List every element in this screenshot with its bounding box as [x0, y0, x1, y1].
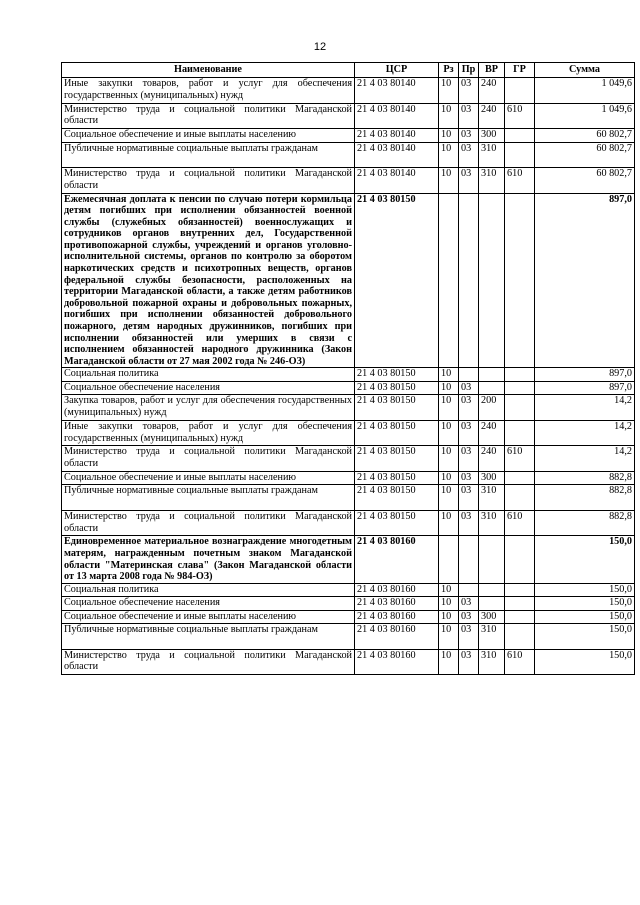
cell-gr	[505, 583, 535, 597]
table-row	[62, 610, 635, 624]
cell-gr	[505, 193, 535, 368]
cell-gr	[505, 78, 535, 104]
cell-sum: 150,0	[535, 624, 635, 650]
cell-sum: 150,0	[535, 583, 635, 597]
cell-gr	[505, 381, 535, 395]
table-row	[62, 485, 635, 511]
table-row	[62, 624, 635, 650]
cell-csr: 21 4 03 80140	[355, 168, 439, 194]
cell-gr: 610	[505, 168, 535, 194]
cell-name: Публичные нормативные социальные выплаты гражданам	[62, 142, 355, 168]
table-row	[62, 193, 635, 368]
cell-name: Иные закупки товаров, работ и услуг для обеспечения государственных (муниципальных) нужд	[62, 420, 355, 446]
cell-rz: 10	[439, 624, 459, 650]
cell-name: Министерство труда и социальной политики Магаданской области	[62, 103, 355, 129]
table-row	[62, 78, 635, 104]
cell-rz: 10	[439, 381, 459, 395]
cell-sum: 1 049,6	[535, 103, 635, 129]
cell-sum: 1 049,6	[535, 78, 635, 104]
cell-pr: 03	[459, 610, 479, 624]
cell-vr: 240	[479, 103, 505, 129]
cell-gr	[505, 129, 535, 143]
page-number: 12	[313, 41, 327, 53]
table-row	[62, 395, 635, 421]
cell-vr: 200	[479, 395, 505, 421]
table-row	[62, 129, 635, 143]
cell-vr: 310	[479, 485, 505, 511]
cell-csr: 21 4 03 80150	[355, 485, 439, 511]
cell-pr	[459, 193, 479, 368]
table-row	[62, 381, 635, 395]
table-row	[62, 168, 635, 194]
cell-vr: 310	[479, 624, 505, 650]
cell-name: Министерство труда и социальной политики Магаданской области	[62, 510, 355, 536]
cell-vr: 240	[479, 446, 505, 472]
cell-csr: 21 4 03 80150	[355, 471, 439, 485]
cell-rz: 10	[439, 597, 459, 611]
cell-gr	[505, 536, 535, 583]
cell-vr	[479, 381, 505, 395]
cell-name: Министерство труда и социальной политики Магаданской области	[62, 649, 355, 675]
cell-name: Министерство труда и социальной политики Магаданской области	[62, 446, 355, 472]
table-row	[62, 471, 635, 485]
table-row	[62, 368, 635, 382]
cell-gr	[505, 597, 535, 611]
header-row	[62, 63, 635, 78]
cell-vr: 310	[479, 142, 505, 168]
cell-rz: 10	[439, 649, 459, 675]
cell-csr: 21 4 03 80150	[355, 446, 439, 472]
budget-table	[61, 62, 635, 675]
header-csr: ЦСР	[355, 63, 439, 78]
cell-rz: 10	[439, 610, 459, 624]
cell-rz: 10	[439, 103, 459, 129]
cell-gr	[505, 368, 535, 382]
cell-name: Социальное обеспечение населения	[62, 597, 355, 611]
cell-csr: 21 4 03 80150	[355, 420, 439, 446]
header-gr: ГР	[505, 63, 535, 78]
cell-rz: 10	[439, 510, 459, 536]
cell-sum: 60 802,7	[535, 168, 635, 194]
cell-sum: 882,8	[535, 471, 635, 485]
cell-name: Социальное обеспечение и иные выплаты населению	[62, 610, 355, 624]
cell-pr: 03	[459, 485, 479, 511]
cell-gr	[505, 610, 535, 624]
cell-pr: 03	[459, 395, 479, 421]
header-vr: ВР	[479, 63, 505, 78]
cell-gr: 610	[505, 649, 535, 675]
cell-pr: 03	[459, 142, 479, 168]
table-row	[62, 536, 635, 583]
cell-name: Публичные нормативные социальные выплаты гражданам	[62, 485, 355, 511]
cell-gr: 610	[505, 446, 535, 472]
cell-rz: 10	[439, 395, 459, 421]
cell-sum: 60 802,7	[535, 142, 635, 168]
cell-sum: 897,0	[535, 193, 635, 368]
cell-vr: 240	[479, 420, 505, 446]
cell-name: Публичные нормативные социальные выплаты гражданам	[62, 624, 355, 650]
cell-pr: 03	[459, 103, 479, 129]
cell-sum: 897,0	[535, 368, 635, 382]
table-row	[62, 103, 635, 129]
cell-rz: 10	[439, 142, 459, 168]
cell-gr	[505, 485, 535, 511]
cell-sum: 150,0	[535, 649, 635, 675]
table-row	[62, 583, 635, 597]
cell-csr: 21 4 03 80140	[355, 78, 439, 104]
cell-vr: 310	[479, 168, 505, 194]
cell-csr: 21 4 03 80150	[355, 193, 439, 368]
cell-sum: 150,0	[535, 610, 635, 624]
cell-sum: 882,8	[535, 510, 635, 536]
cell-pr: 03	[459, 381, 479, 395]
cell-csr: 21 4 03 80160	[355, 624, 439, 650]
table-row	[62, 597, 635, 611]
cell-rz: 10	[439, 420, 459, 446]
cell-csr: 21 4 03 80150	[355, 395, 439, 421]
cell-rz: 10	[439, 471, 459, 485]
table-row	[62, 510, 635, 536]
cell-rz: 10	[439, 129, 459, 143]
cell-name: Ежемесячная доплата к пенсии по случаю потери кормильца детям погибших при исполнении обязанностей военной службы (служебных обязанностей) военнослужащих и сотрудников органов внутренних дел, Государственной противопожарной службы, учреждений и органов уголовно-исполнительной системы, органов по контролю за оборотом наркотических средств и психотропных веществ, органов федеральной службы безопасности, расположенных на территории Магаданской области, а также детям работников добровольной пожарной охраны и добровольных пожарных, погибших при исполнении обязанностей добровольного пожарного, детям народных дружинников, погибших при исполнении обязанностей или умерших в связи с исполнением обязанностей народного дружинника (Закон Магаданской области от 27 мая 2002 года № 246-ОЗ)	[62, 193, 355, 368]
cell-gr	[505, 395, 535, 421]
cell-csr: 21 4 03 80160	[355, 610, 439, 624]
cell-csr: 21 4 03 80150	[355, 368, 439, 382]
cell-pr: 03	[459, 420, 479, 446]
cell-vr: 300	[479, 471, 505, 485]
cell-gr	[505, 142, 535, 168]
cell-pr: 03	[459, 624, 479, 650]
cell-vr	[479, 368, 505, 382]
header-sum: Сумма	[535, 63, 635, 78]
cell-vr: 300	[479, 129, 505, 143]
cell-sum: 897,0	[535, 381, 635, 395]
cell-pr: 03	[459, 78, 479, 104]
cell-pr: 03	[459, 129, 479, 143]
header-rz: Рз	[439, 63, 459, 78]
cell-rz: 10	[439, 368, 459, 382]
cell-name: Социальная политика	[62, 583, 355, 597]
cell-rz	[439, 536, 459, 583]
cell-rz: 10	[439, 168, 459, 194]
table-row	[62, 142, 635, 168]
cell-gr: 610	[505, 510, 535, 536]
cell-csr: 21 4 03 80160	[355, 597, 439, 611]
cell-vr	[479, 193, 505, 368]
cell-rz: 10	[439, 485, 459, 511]
header-pr: Пр	[459, 63, 479, 78]
cell-pr: 03	[459, 510, 479, 536]
cell-pr: 03	[459, 168, 479, 194]
cell-vr: 240	[479, 78, 505, 104]
cell-name: Закупка товаров, работ и услуг для обеспечения государственных (муниципальных) нужд	[62, 395, 355, 421]
cell-gr	[505, 471, 535, 485]
cell-sum: 60 802,7	[535, 129, 635, 143]
cell-csr: 21 4 03 80140	[355, 142, 439, 168]
cell-vr: 310	[479, 510, 505, 536]
cell-gr	[505, 624, 535, 650]
cell-vr: 300	[479, 610, 505, 624]
cell-sum: 14,2	[535, 420, 635, 446]
cell-csr: 21 4 03 80140	[355, 129, 439, 143]
cell-vr	[479, 536, 505, 583]
cell-pr: 03	[459, 471, 479, 485]
cell-pr: 03	[459, 446, 479, 472]
cell-csr: 21 4 03 80160	[355, 649, 439, 675]
cell-vr	[479, 583, 505, 597]
cell-vr: 310	[479, 649, 505, 675]
cell-rz: 10	[439, 446, 459, 472]
cell-gr	[505, 420, 535, 446]
cell-pr	[459, 368, 479, 382]
cell-vr	[479, 597, 505, 611]
cell-sum: 14,2	[535, 395, 635, 421]
cell-gr: 610	[505, 103, 535, 129]
cell-name: Единовременное материальное вознаграждение многодетным матерям, награжденным почетным знаком Магаданской области "Материнская слава" (Закон Магаданской области от 13 марта 2008 года № 984-ОЗ)	[62, 536, 355, 583]
cell-name: Социальное обеспечение и иные выплаты населению	[62, 129, 355, 143]
cell-name: Иные закупки товаров, работ и услуг для обеспечения государственных (муниципальных) нужд	[62, 78, 355, 104]
table-row	[62, 649, 635, 675]
cell-pr: 03	[459, 649, 479, 675]
cell-csr: 21 4 03 80150	[355, 381, 439, 395]
table-row	[62, 420, 635, 446]
cell-sum: 14,2	[535, 446, 635, 472]
cell-sum: 882,8	[535, 485, 635, 511]
cell-pr	[459, 583, 479, 597]
cell-pr	[459, 536, 479, 583]
cell-rz: 10	[439, 583, 459, 597]
cell-name: Социальная политика	[62, 368, 355, 382]
cell-name: Социальное обеспечение населения	[62, 381, 355, 395]
cell-name: Министерство труда и социальной политики Магаданской области	[62, 168, 355, 194]
table-row	[62, 446, 635, 472]
cell-pr: 03	[459, 597, 479, 611]
cell-csr: 21 4 03 80160	[355, 536, 439, 583]
cell-csr: 21 4 03 80140	[355, 103, 439, 129]
cell-sum: 150,0	[535, 536, 635, 583]
cell-csr: 21 4 03 80160	[355, 583, 439, 597]
cell-name: Социальное обеспечение и иные выплаты населению	[62, 471, 355, 485]
cell-csr: 21 4 03 80150	[355, 510, 439, 536]
cell-rz: 10	[439, 78, 459, 104]
header-name: Наименование	[62, 63, 355, 78]
cell-rz	[439, 193, 459, 368]
cell-sum: 150,0	[535, 597, 635, 611]
